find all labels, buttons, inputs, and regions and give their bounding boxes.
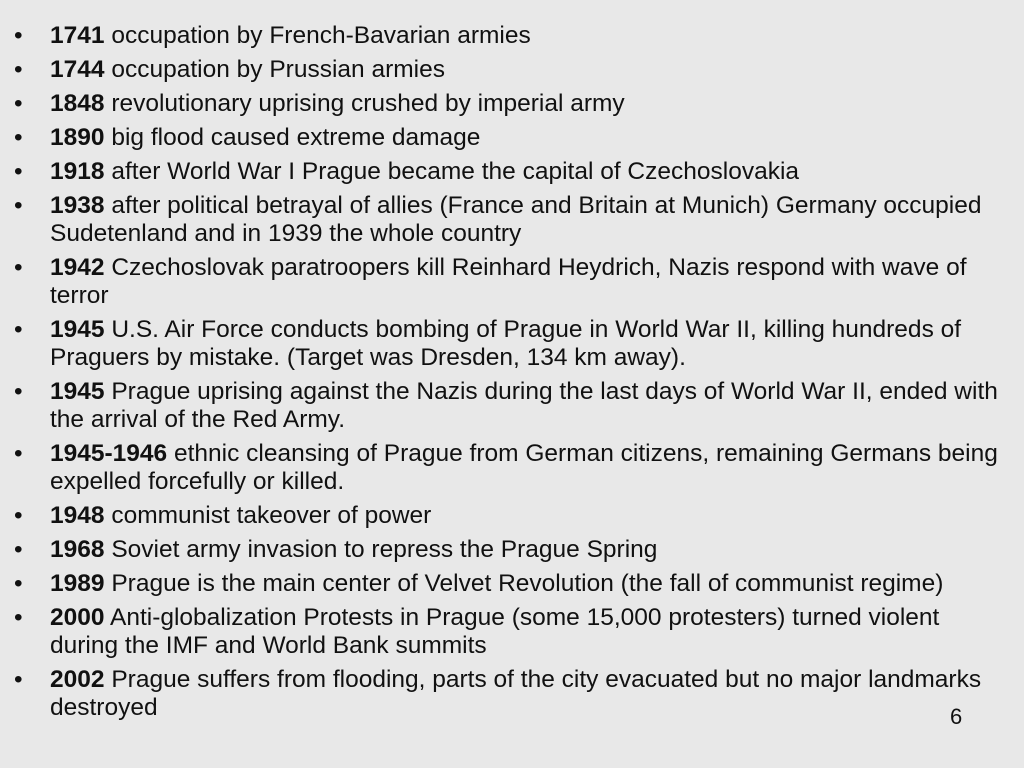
timeline-item: [14, 604, 1014, 660]
event-year: 1945: [50, 378, 105, 405]
event-text: Anti-globalization Protests in Prague (some 15,000 protesters) turned violent during the IMF and World Bank summits: [50, 604, 940, 659]
bullet: •: [14, 440, 23, 467]
event-year: 1848: [50, 90, 105, 117]
event-year: 1989: [50, 570, 105, 597]
event-text: ethnic cleansing of Prague from German citizens, remaining Germans being expelled forcefully or killed.: [50, 440, 998, 495]
bullet: •: [14, 316, 23, 343]
event-text: after political betrayal of allies (France and Britain at Munich) Germany occupied Sudetenland and in 1939 the whole country: [50, 192, 982, 247]
event-text: communist takeover of power: [111, 502, 432, 529]
timeline-item: [14, 158, 1014, 186]
event-text: occupation by Prussian armies: [111, 56, 445, 83]
event-text: Prague uprising against the Nazis during the last days of World War II, ended with the arrival of the Red Army.: [50, 378, 998, 433]
bullet: •: [14, 22, 23, 49]
bullet: •: [14, 666, 23, 693]
timeline-item: [14, 56, 1014, 84]
timeline-item: [14, 90, 1014, 118]
event-year: 1744: [50, 56, 105, 83]
bullet: •: [14, 604, 23, 631]
bullet: •: [14, 90, 23, 117]
bullet: •: [14, 158, 23, 185]
event-year: 1942: [50, 254, 105, 281]
event-text: Czechoslovak paratroopers kill Reinhard Heydrich, Nazis respond with wave of terror: [50, 254, 967, 309]
event-text: Prague is the main center of Velvet Revolution (the fall of communist regime): [111, 570, 944, 597]
event-year: 1945-1946: [50, 440, 168, 467]
event-year: 2002: [50, 666, 105, 693]
bullet: •: [14, 56, 23, 83]
timeline-item: [14, 570, 1014, 598]
bullet: •: [14, 192, 23, 219]
event-year: 1890: [50, 124, 105, 151]
timeline-item: [14, 22, 1014, 50]
bullet: •: [14, 254, 23, 281]
timeline-item: [14, 192, 1014, 248]
timeline-item: [14, 124, 1014, 152]
bullet: •: [14, 124, 23, 151]
event-year: 1945: [50, 316, 105, 343]
timeline-item: [14, 666, 1014, 722]
timeline-item: [14, 316, 1014, 372]
event-text: occupation by French-Bavarian armies: [111, 22, 531, 49]
timeline-item: [14, 254, 1014, 310]
page-number: 6: [950, 704, 963, 729]
bullet: •: [14, 378, 23, 405]
event-text: U.S. Air Force conducts bombing of Prague in World War II, killing hundreds of Praguers by mistake. (Target was Dresden, 134 km away).: [50, 316, 962, 371]
event-text: Soviet army invasion to repress the Prague Spring: [111, 536, 658, 563]
timeline-item: [14, 440, 1014, 496]
bullet: •: [14, 536, 23, 563]
event-text: revolutionary uprising crushed by imperial army: [111, 90, 625, 117]
event-text: Prague suffers from flooding, parts of the city evacuated but no major landmarks destroyed: [50, 666, 982, 721]
event-year: 1968: [50, 536, 105, 563]
timeline-item: [14, 378, 1014, 434]
bullet: •: [14, 502, 23, 529]
timeline-item: [14, 536, 1014, 564]
event-year: 1948: [50, 502, 105, 529]
timeline-list: [14, 22, 1014, 728]
event-year: 2000: [50, 604, 105, 631]
event-text: after World War I Prague became the capital of Czechoslovakia: [111, 158, 800, 185]
timeline-item: [14, 502, 1014, 530]
event-text: big flood caused extreme damage: [111, 124, 481, 151]
bullet: •: [14, 570, 23, 597]
event-year: 1741: [50, 22, 105, 49]
event-year: 1938: [50, 192, 105, 219]
event-year: 1918: [50, 158, 105, 185]
